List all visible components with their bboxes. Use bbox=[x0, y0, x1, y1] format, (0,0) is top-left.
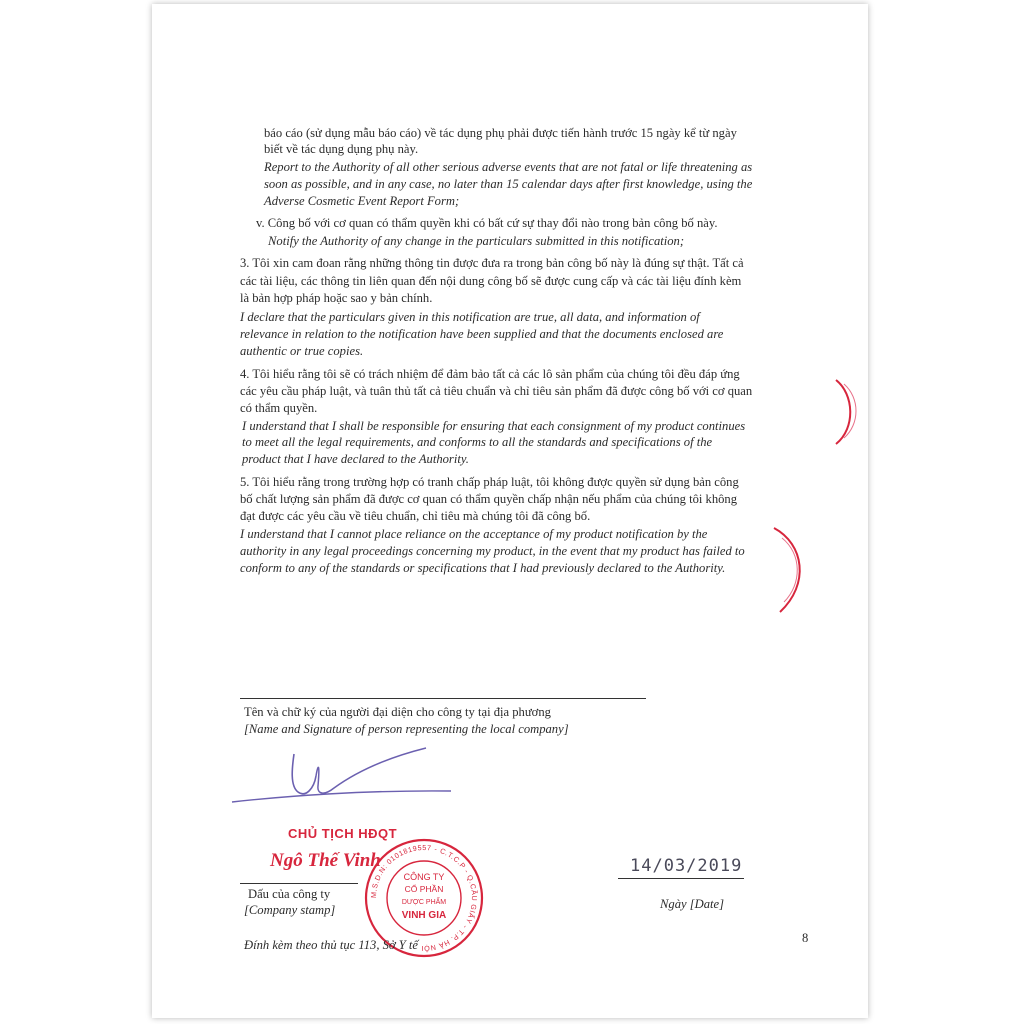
handwritten-signature bbox=[226, 734, 466, 814]
p4-en-line-2: to meet all the legal requirements, and conforms to all the standards and specifications of the bbox=[242, 435, 713, 449]
stamp-label-en: [Company stamp] bbox=[244, 903, 336, 917]
p3-vi-line-3: là bản hợp pháp hoặc sao y bản chính. bbox=[240, 291, 433, 305]
edge-seal-top bbox=[832, 376, 868, 448]
signature-label-en: [Name and Signature of person representing the local company] bbox=[244, 722, 569, 736]
p5-vi-line-2: bố chất lượng sản phẩm đã được cơ quan có thẩm quyền chấp nhận nếu phẩm của chúng tôi không bbox=[240, 492, 738, 506]
p4-vi-line-3: có thẩm quyền. bbox=[240, 401, 318, 415]
item-iv-vi-line-1: báo cáo (sử dụng mẫu báo cáo) về tác dụng phụ phải được tiến hành trước 15 ngày kể từ ngày bbox=[264, 126, 737, 140]
item-iv-vi-line-2: biết về tác dụng dụng phụ này. bbox=[264, 142, 419, 156]
p4-vi-line-1: 4. Tôi hiểu rằng tôi sẽ có trách nhiệm để đảm bảo tất cả các lô sản phẩm của chúng tôi đều đáp ứng bbox=[240, 367, 740, 381]
p5-en-line-3: conform to any of the standards or specifications that I had previously declared to the Authority. bbox=[240, 561, 726, 575]
stamp-label-vi: Dấu của công ty bbox=[248, 887, 331, 901]
director-name: Ngô Thế Vinh bbox=[270, 850, 381, 871]
p3-vi-line-1: 3. Tôi xin cam đoan rằng những thông tin được đưa ra trong bản công bố này là đúng sự thật. Tất cả bbox=[240, 256, 744, 270]
p4-vi-line-2: các yêu cầu pháp luật, và tuân thủ tất cả tiêu chuẩn và chỉ tiêu sản phẩm đã được công bố với cơ quan bbox=[240, 384, 753, 398]
stamp-line-2: CỔ PHẦN bbox=[404, 884, 444, 894]
signature-rule bbox=[240, 698, 646, 699]
date-rule bbox=[618, 878, 744, 879]
p5-en-line-1: I understand that I cannot place reliance on the acceptance of my product notification by the bbox=[240, 527, 708, 541]
p5-vi-line-1: 5. Tôi hiểu rằng trong trường hợp có tranh chấp pháp luật, tôi không được quyền sử dụng bản công bbox=[240, 475, 739, 489]
p3-en-line-2: relevance in relation to the notification have been supplied and that the documents enclosed are bbox=[240, 327, 724, 341]
stamp-line-1: CÔNG TY bbox=[403, 872, 445, 882]
stamp-rule bbox=[240, 883, 358, 884]
p3-vi-line-2: các tài liệu, các thông tin liên quan đến nội dung công bố sẽ được cung cấp và các tài liệu đính kèm bbox=[240, 274, 742, 288]
stamp-line-4: VINH GIA bbox=[401, 910, 447, 921]
stamp-line-3: DƯỢC PHẨM bbox=[401, 899, 447, 906]
p3-en-line-3: authentic or true copies. bbox=[240, 344, 364, 358]
item-v-en: Notify the Authority of any change in the particulars submitted in this notification; bbox=[268, 234, 685, 248]
attachment-note: Đính kèm theo thủ tục 113, Sở Y tế bbox=[244, 938, 419, 952]
p4-en-line-1: I understand that I shall be responsible for ensuring that each consignment of my product continues bbox=[242, 419, 746, 433]
item-v-vi: v. Công bố với cơ quan có thẩm quyền khi có bất cứ sự thay đổi nào trong bản công bố này. bbox=[256, 216, 718, 230]
item-iv-en-line-1: Report to the Authority of all other serious adverse events that are not fatal or life threatening as bbox=[264, 160, 753, 174]
edge-seal-bottom bbox=[764, 524, 814, 616]
date-label: Ngày [Date] bbox=[660, 897, 725, 911]
p5-en-line-2: authority in any legal proceedings concerning my product, in the event that my product has failed to bbox=[240, 544, 745, 558]
item-iv-en-line-2: soon as possible, and in any case, no later than 15 calendar days after first knowledge, using the bbox=[264, 177, 753, 191]
director-title: CHỦ TỊCH HĐQT bbox=[288, 826, 398, 841]
p3-en-line-1: I declare that the particulars given in this notification are true, all data, and information of bbox=[240, 310, 700, 324]
item-iv-en-line-3: Adverse Cosmetic Event Report Form; bbox=[264, 194, 460, 208]
document-page bbox=[152, 4, 868, 1018]
stamp-ring-text: M.S.D.N: 0101819557 - C.T.C.P - Q.CẦU GIẤY - T.P. HÀ NỘI bbox=[368, 842, 480, 954]
p5-vi-line-3: đạt được các yêu cầu về tiêu chuẩn, chỉ tiêu mà chúng tôi đã công bố. bbox=[240, 509, 591, 523]
signature-label-vi: Tên và chữ ký của người đại diện cho công ty tại địa phương bbox=[244, 705, 551, 719]
date-value: 14/03/2019 bbox=[630, 856, 743, 876]
page-number: 8 bbox=[802, 931, 809, 945]
p4-en-line-3: product that I have declared to the Authority. bbox=[242, 452, 469, 466]
